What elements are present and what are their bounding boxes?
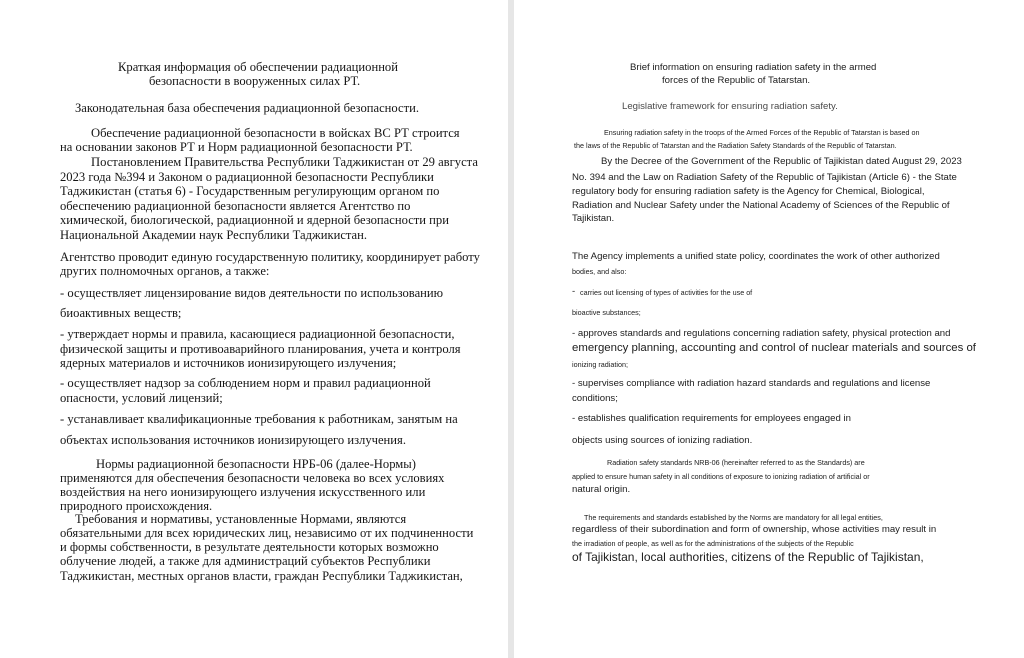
doc-paragraph-line: regulatory body for ensuring radiation safety is the Agency for Chemical, Biological, [572,186,925,197]
doc-paragraph-line: на основании законов РТ и Норм радиационной безопасности РТ. [60,140,413,154]
doc-paragraph-line: By the Decree of the Government of the Republic of Tajikistan dated August 29, 2023 [601,156,962,167]
doc-paragraph-line: других полномочных органов, а также: [60,264,270,278]
doc-paragraph-line: No. 394 and the Law on Radiation Safety of the Republic of Tajikistan (Article 6) - the State [572,172,957,183]
original-document-page [0,0,508,658]
doc-bullet-line: objects using sources of ionizing radiation. [572,435,753,446]
doc-bullet-dash: - [572,286,576,297]
doc-paragraph-line: Radiation and Nuclear Safety under the National Academy of Sciences of the Republic of [572,200,950,211]
doc-bullet-line: физической защиты и противоаварийного планирования, учета и контроля [60,342,461,356]
doc-paragraph-line: обеспечению радиационной безопасности является Агентство по [60,199,411,213]
doc-paragraph-line: воздействия на него ионизирующего излучения искусственного или [60,485,426,499]
doc-bullet-line: bioactive substances; [572,308,641,317]
doc-paragraph-line: химической, биологической, радиационной и ядерной безопасности при [60,213,449,227]
doc-bullet-line: - осуществляет лицензирование видов деятельности по использованию [60,286,444,300]
doc-paragraph-line: of Tajikistan, local authorities, citizens of the Republic of Tajikistan, [572,550,924,564]
doc-bullet-line: объектах использования источников ионизирующего излучения. [60,433,406,447]
doc-paragraph-line: Национальной Академии наук Республики Таджикистан. [60,228,368,242]
doc-section-heading: Legislative framework for ensuring radiation safety. [622,101,838,112]
doc-paragraph-line: Требования и нормативы, установленные Нормами, являются [75,512,407,526]
doc-bullet-line: биоактивных веществ; [60,306,182,320]
doc-paragraph-line: bodies, and also: [572,267,627,276]
doc-title-line-2: безопасности в вооруженных силах РТ. [149,74,361,88]
doc-paragraph-line: Агентство проводит единую государственную политику, координирует работу [60,250,480,264]
doc-paragraph-line: 2023 года №394 и Законом о радиационной безопасности Республики [60,170,434,184]
doc-paragraph-line: The requirements and standards established by the Norms are mandatory for all legal entities, [584,513,883,522]
doc-paragraph-line: природного происхождения. [60,499,213,513]
doc-paragraph-line: Нормы радиационной безопасности НРБ-06 (далее-Нормы) [96,457,416,471]
doc-paragraph-line: natural origin. [572,484,631,495]
doc-bullet-line: - утверждает нормы и правила, касающиеся радиационной безопасности, [60,327,455,341]
doc-paragraph-line: обязательными для всех юридических лиц, независимо от их подчиненности [60,526,474,540]
doc-bullet-line: carries out licensing of types of activities for the use of [580,288,753,297]
doc-paragraph-line: Таджикистан, местных органов власти, граждан Республики Таджикистан, [60,569,463,583]
doc-bullet-line: - establishes qualification requirements for employees engaged in [572,413,851,424]
doc-paragraph-line: the laws of the Republic of Tatarstan and the Radiation Safety Standards of the Republic of Tatarstan. [574,141,897,150]
doc-paragraph-line: Таджикистан (статья 6) - Государственным регулирующим органом по [60,184,440,198]
doc-bullet-line: - осуществляет надзор за соблюдением норм и правил радиационной [60,376,431,390]
doc-bullet-line: опасности, условий лицензий; [60,391,223,405]
doc-paragraph-line: Ensuring radiation safety in the troops of the Armed Forces of the Republic of Tatarstan is based on [604,128,920,137]
doc-paragraph-line: применяются для обеспечения безопасности человека во всех условиях [60,471,445,485]
doc-bullet-line: ionizing radiation; [572,360,628,369]
doc-paragraph-line: Обеспечение радиационной безопасности в войсках ВС РТ строится [91,126,460,140]
doc-paragraph-line: applied to ensure human safety in all conditions of exposure to ionizing radiation of artificial or [572,472,870,481]
doc-paragraph-line: облучение людей, а также для администраций субъектов Республики [60,554,431,568]
doc-paragraph-line: Radiation safety standards NRB-06 (hereinafter referred to as the Standards) are [607,458,865,467]
doc-title-line-2: forces of the Republic of Tatarstan. [662,75,811,86]
doc-paragraph-line: regardless of their subordination and form of ownership, whose activities may result in [572,524,937,535]
doc-bullet-line: ядерных материалов и источников ионизирующего излучения; [60,356,397,370]
doc-paragraph-line: Постановлением Правительства Республики Таджикистан от 29 августа [91,155,478,169]
translated-document-page [514,0,1024,658]
doc-bullet-line: - устанавливает квалификационные требования к работникам, занятым на [60,412,458,426]
doc-bullet-line: - supervises compliance with radiation hazard standards and regulations and license [572,378,931,389]
doc-section-heading: Законодательная база обеспечения радиационной безопасности. [75,101,420,115]
doc-paragraph-line: Tajikistan. [572,213,615,224]
doc-paragraph-line: the irradiation of people, as well as for the administrations of the subjects of the Republic [572,539,854,548]
doc-paragraph-line: и формы собственности, в результате деятельности которых возможно [60,540,439,554]
doc-title-line-1: Brief information on ensuring radiation safety in the armed [630,62,877,73]
doc-bullet-line: conditions; [572,393,618,404]
doc-bullet-line: emergency planning, accounting and control of nuclear materials and sources of [572,342,976,354]
doc-bullet-line: - approves standards and regulations concerning radiation safety, physical protection and [572,328,951,339]
doc-title-line-1: Краткая информация об обеспечении радиационной [118,60,398,74]
doc-paragraph-line: The Agency implements a unified state policy, coordinates the work of other authorized [572,251,940,262]
